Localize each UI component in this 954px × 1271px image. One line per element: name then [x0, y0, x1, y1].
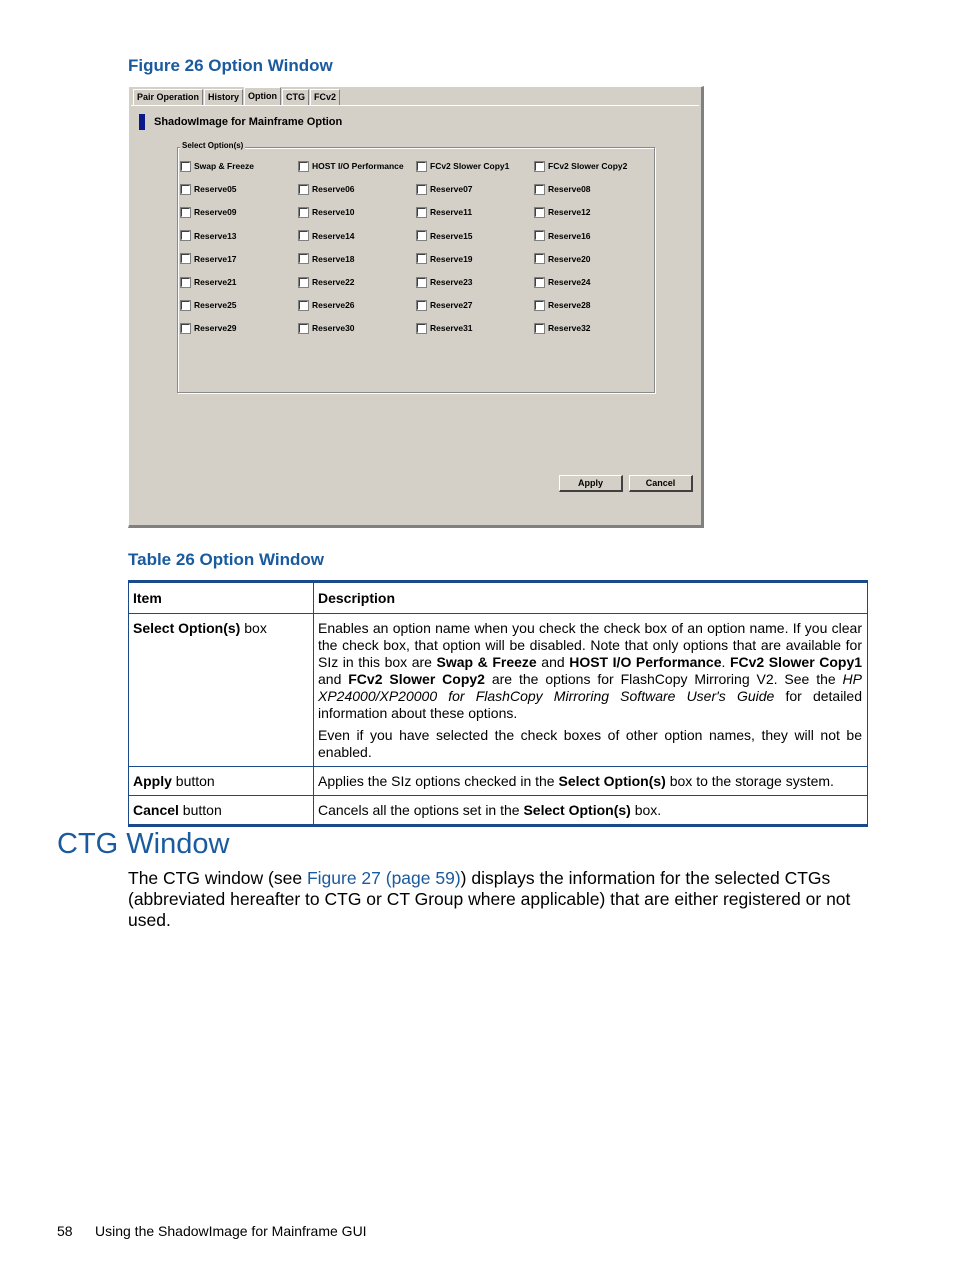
- option-checkbox[interactable]: [417, 231, 473, 241]
- option-checkbox[interactable]: [417, 161, 509, 171]
- description-paragraph: Enables an option name when you check the check box of an option name. If you clear the check box, that option will be disabled. Note that only options that are available for SIz in this box are Swap & Freeze and HOST I/O Performance. FCv2 Slower Copy1 and FCv2 Slower Copy2 are the options for FlashCopy Mirroring V2. See the HP XP24000/XP20000 for FlashCopy Mirroring Software User's Guide for detailed information about these options.: [318, 620, 863, 721]
- option-checkbox[interactable]: [181, 300, 237, 310]
- option-checkbox[interactable]: [535, 254, 591, 264]
- checkbox-box[interactable]: [299, 231, 308, 240]
- option-label: Reserve06: [312, 184, 355, 195]
- option-checkbox[interactable]: [417, 207, 472, 217]
- tab-divider: [131, 105, 699, 106]
- checkbox-box[interactable]: [417, 231, 426, 240]
- option-checkbox[interactable]: [417, 323, 473, 333]
- checkbox-box[interactable]: [299, 185, 308, 194]
- checkbox-box[interactable]: [417, 185, 426, 194]
- option-label: Reserve19: [430, 253, 473, 264]
- title-bar-icon: [139, 114, 145, 130]
- group-label: Select Option(s): [182, 141, 244, 150]
- checkbox-box[interactable]: [299, 208, 308, 217]
- checkbox-box[interactable]: [417, 162, 426, 171]
- window-title: [139, 114, 342, 130]
- checkbox-box[interactable]: [417, 324, 426, 333]
- checkbox-box[interactable]: [417, 208, 426, 217]
- apply-button[interactable]: Apply: [559, 475, 623, 492]
- option-label: Reserve22: [312, 277, 355, 287]
- checkbox-box[interactable]: [181, 324, 190, 333]
- description-cell: Cancels all the options set in the Select Option(s) box.: [314, 796, 868, 826]
- cancel-button[interactable]: Cancel: [629, 475, 693, 492]
- option-label: Reserve25: [194, 300, 237, 311]
- tab-ctg[interactable]: CTG: [282, 89, 309, 105]
- option-checkbox[interactable]: [417, 254, 473, 264]
- table-row: [129, 767, 868, 796]
- option-label: Reserve32: [548, 323, 591, 334]
- option-label: Reserve26: [312, 300, 355, 311]
- option-table: [128, 580, 868, 827]
- option-label: Reserve15: [430, 230, 473, 241]
- option-checkbox[interactable]: [181, 184, 237, 194]
- option-checkbox[interactable]: [299, 161, 404, 171]
- option-checkbox[interactable]: [181, 254, 237, 264]
- option-label: Reserve29: [194, 323, 237, 334]
- option-checkbox[interactable]: [181, 207, 237, 217]
- table-caption: Table 26 Option Window: [128, 550, 324, 569]
- tab-fcv2[interactable]: FCv2: [310, 89, 340, 105]
- option-label: Reserve05: [194, 184, 237, 195]
- option-checkbox[interactable]: [535, 207, 591, 217]
- option-checkbox[interactable]: [299, 323, 355, 333]
- option-checkbox[interactable]: [299, 184, 355, 194]
- option-label: Reserve28: [548, 300, 591, 311]
- tab-pair-operation[interactable]: Pair Operation: [133, 89, 203, 105]
- table-row: [129, 614, 868, 767]
- option-checkbox[interactable]: [299, 207, 355, 217]
- option-checkbox[interactable]: [299, 300, 355, 310]
- figure-link[interactable]: Figure 27 (page 59): [306, 868, 461, 888]
- option-label: Reserve21: [194, 277, 237, 287]
- checkbox-box[interactable]: [535, 301, 544, 310]
- option-checkbox[interactable]: [181, 161, 254, 171]
- option-checkbox[interactable]: [299, 277, 355, 287]
- figure-caption: Figure 26 Option Window: [128, 56, 333, 75]
- option-label: Reserve20: [548, 253, 591, 264]
- item-cell: Apply button: [129, 767, 314, 796]
- checkbox-box[interactable]: [535, 324, 544, 333]
- table-row: [129, 796, 868, 826]
- item-cell: Select Option(s) box: [129, 614, 314, 767]
- option-label: Reserve16: [548, 230, 591, 241]
- option-label: Reserve14: [312, 230, 355, 241]
- tab-history[interactable]: History: [204, 89, 243, 105]
- option-window-screenshot: [128, 86, 704, 528]
- option-checkbox[interactable]: [181, 277, 237, 287]
- item-cell: Cancel button: [129, 796, 314, 826]
- checkbox-box[interactable]: [417, 278, 426, 287]
- checkbox-box[interactable]: [181, 208, 190, 217]
- option-label: Reserve24: [548, 277, 591, 287]
- description-cell: Applies the SIz options checked in the Select Option(s) box to the storage system.: [314, 767, 868, 796]
- checkbox-box[interactable]: [535, 208, 544, 217]
- checkbox-box[interactable]: [299, 301, 308, 310]
- section-title: CTG Window: [57, 828, 230, 860]
- checkbox-box[interactable]: [299, 278, 308, 287]
- window-title-text: ShadowImage for Mainframe Option: [154, 116, 343, 128]
- option-checkbox[interactable]: [535, 323, 591, 333]
- checkbox-box[interactable]: [299, 162, 308, 171]
- checkbox-box[interactable]: [417, 301, 426, 310]
- option-label: Reserve07: [430, 184, 473, 195]
- checkbox-box[interactable]: [181, 162, 190, 171]
- option-label: Reserve23: [430, 277, 473, 287]
- option-checkbox[interactable]: [417, 300, 473, 310]
- checkbox-box[interactable]: [181, 231, 190, 240]
- footer-text: Using the ShadowImage for Mainframe GUI: [95, 1223, 367, 1239]
- option-label: Reserve27: [430, 300, 473, 311]
- option-checkbox[interactable]: [181, 323, 237, 333]
- option-checkbox[interactable]: [535, 300, 591, 310]
- option-label: Reserve30: [312, 323, 355, 334]
- option-label: Reserve12: [548, 207, 591, 218]
- option-label: Reserve09: [194, 207, 237, 218]
- option-label: HOST I/O Performance: [312, 161, 404, 171]
- option-checkbox[interactable]: [535, 231, 591, 241]
- option-checkbox[interactable]: [181, 231, 237, 241]
- tab-bar: [133, 89, 341, 105]
- header-description: Description: [314, 582, 868, 614]
- option-label: Reserve10: [312, 207, 355, 218]
- page-footer: [57, 1223, 367, 1239]
- option-label: FCv2 Slower Copy2: [548, 161, 628, 171]
- checkbox-box[interactable]: [535, 254, 544, 263]
- checkbox-box[interactable]: [181, 254, 190, 263]
- table-header-row: [129, 582, 868, 614]
- header-item: Item: [129, 582, 314, 614]
- description-paragraph: Even if you have selected the check boxes of other option names, they will not be enabled.: [318, 727, 862, 760]
- checkbox-box[interactable]: [535, 278, 544, 287]
- checkbox-box[interactable]: [181, 278, 190, 287]
- option-label: FCv2 Slower Copy1: [430, 161, 510, 171]
- option-label: Reserve17: [194, 253, 237, 264]
- tab-option[interactable]: Option: [244, 87, 281, 106]
- option-checkbox[interactable]: [299, 254, 355, 264]
- checkbox-box[interactable]: [299, 254, 308, 263]
- option-label: Swap & Freeze: [194, 161, 254, 171]
- checkbox-box[interactable]: [535, 231, 544, 240]
- body-paragraph: The CTG window (see Figure 27 (page 59)) displays the information for the selected CTGs (abbreviated hereafter to CTG or CT Group where applicable) that are either registered or not used.: [128, 868, 851, 930]
- option-checkbox[interactable]: [535, 184, 591, 194]
- checkbox-box[interactable]: [535, 162, 544, 171]
- page-number: 58: [57, 1223, 73, 1239]
- option-checkbox[interactable]: [535, 277, 591, 287]
- description-cell: [314, 614, 868, 767]
- checkbox-box[interactable]: [417, 254, 426, 263]
- checkbox-box[interactable]: [181, 185, 190, 194]
- option-label: Reserve08: [548, 184, 591, 195]
- checkbox-box[interactable]: [299, 324, 308, 333]
- checkbox-box[interactable]: [535, 185, 544, 194]
- checkbox-box[interactable]: [181, 301, 190, 310]
- option-label: Reserve13: [194, 230, 237, 241]
- option-checkbox[interactable]: [299, 231, 355, 241]
- option-checkbox[interactable]: [417, 184, 473, 194]
- option-label: Reserve11: [430, 207, 473, 218]
- option-checkbox[interactable]: [535, 161, 627, 171]
- option-label: Reserve31: [430, 323, 473, 334]
- option-label: Reserve18: [312, 253, 355, 264]
- option-checkbox[interactable]: [417, 277, 473, 287]
